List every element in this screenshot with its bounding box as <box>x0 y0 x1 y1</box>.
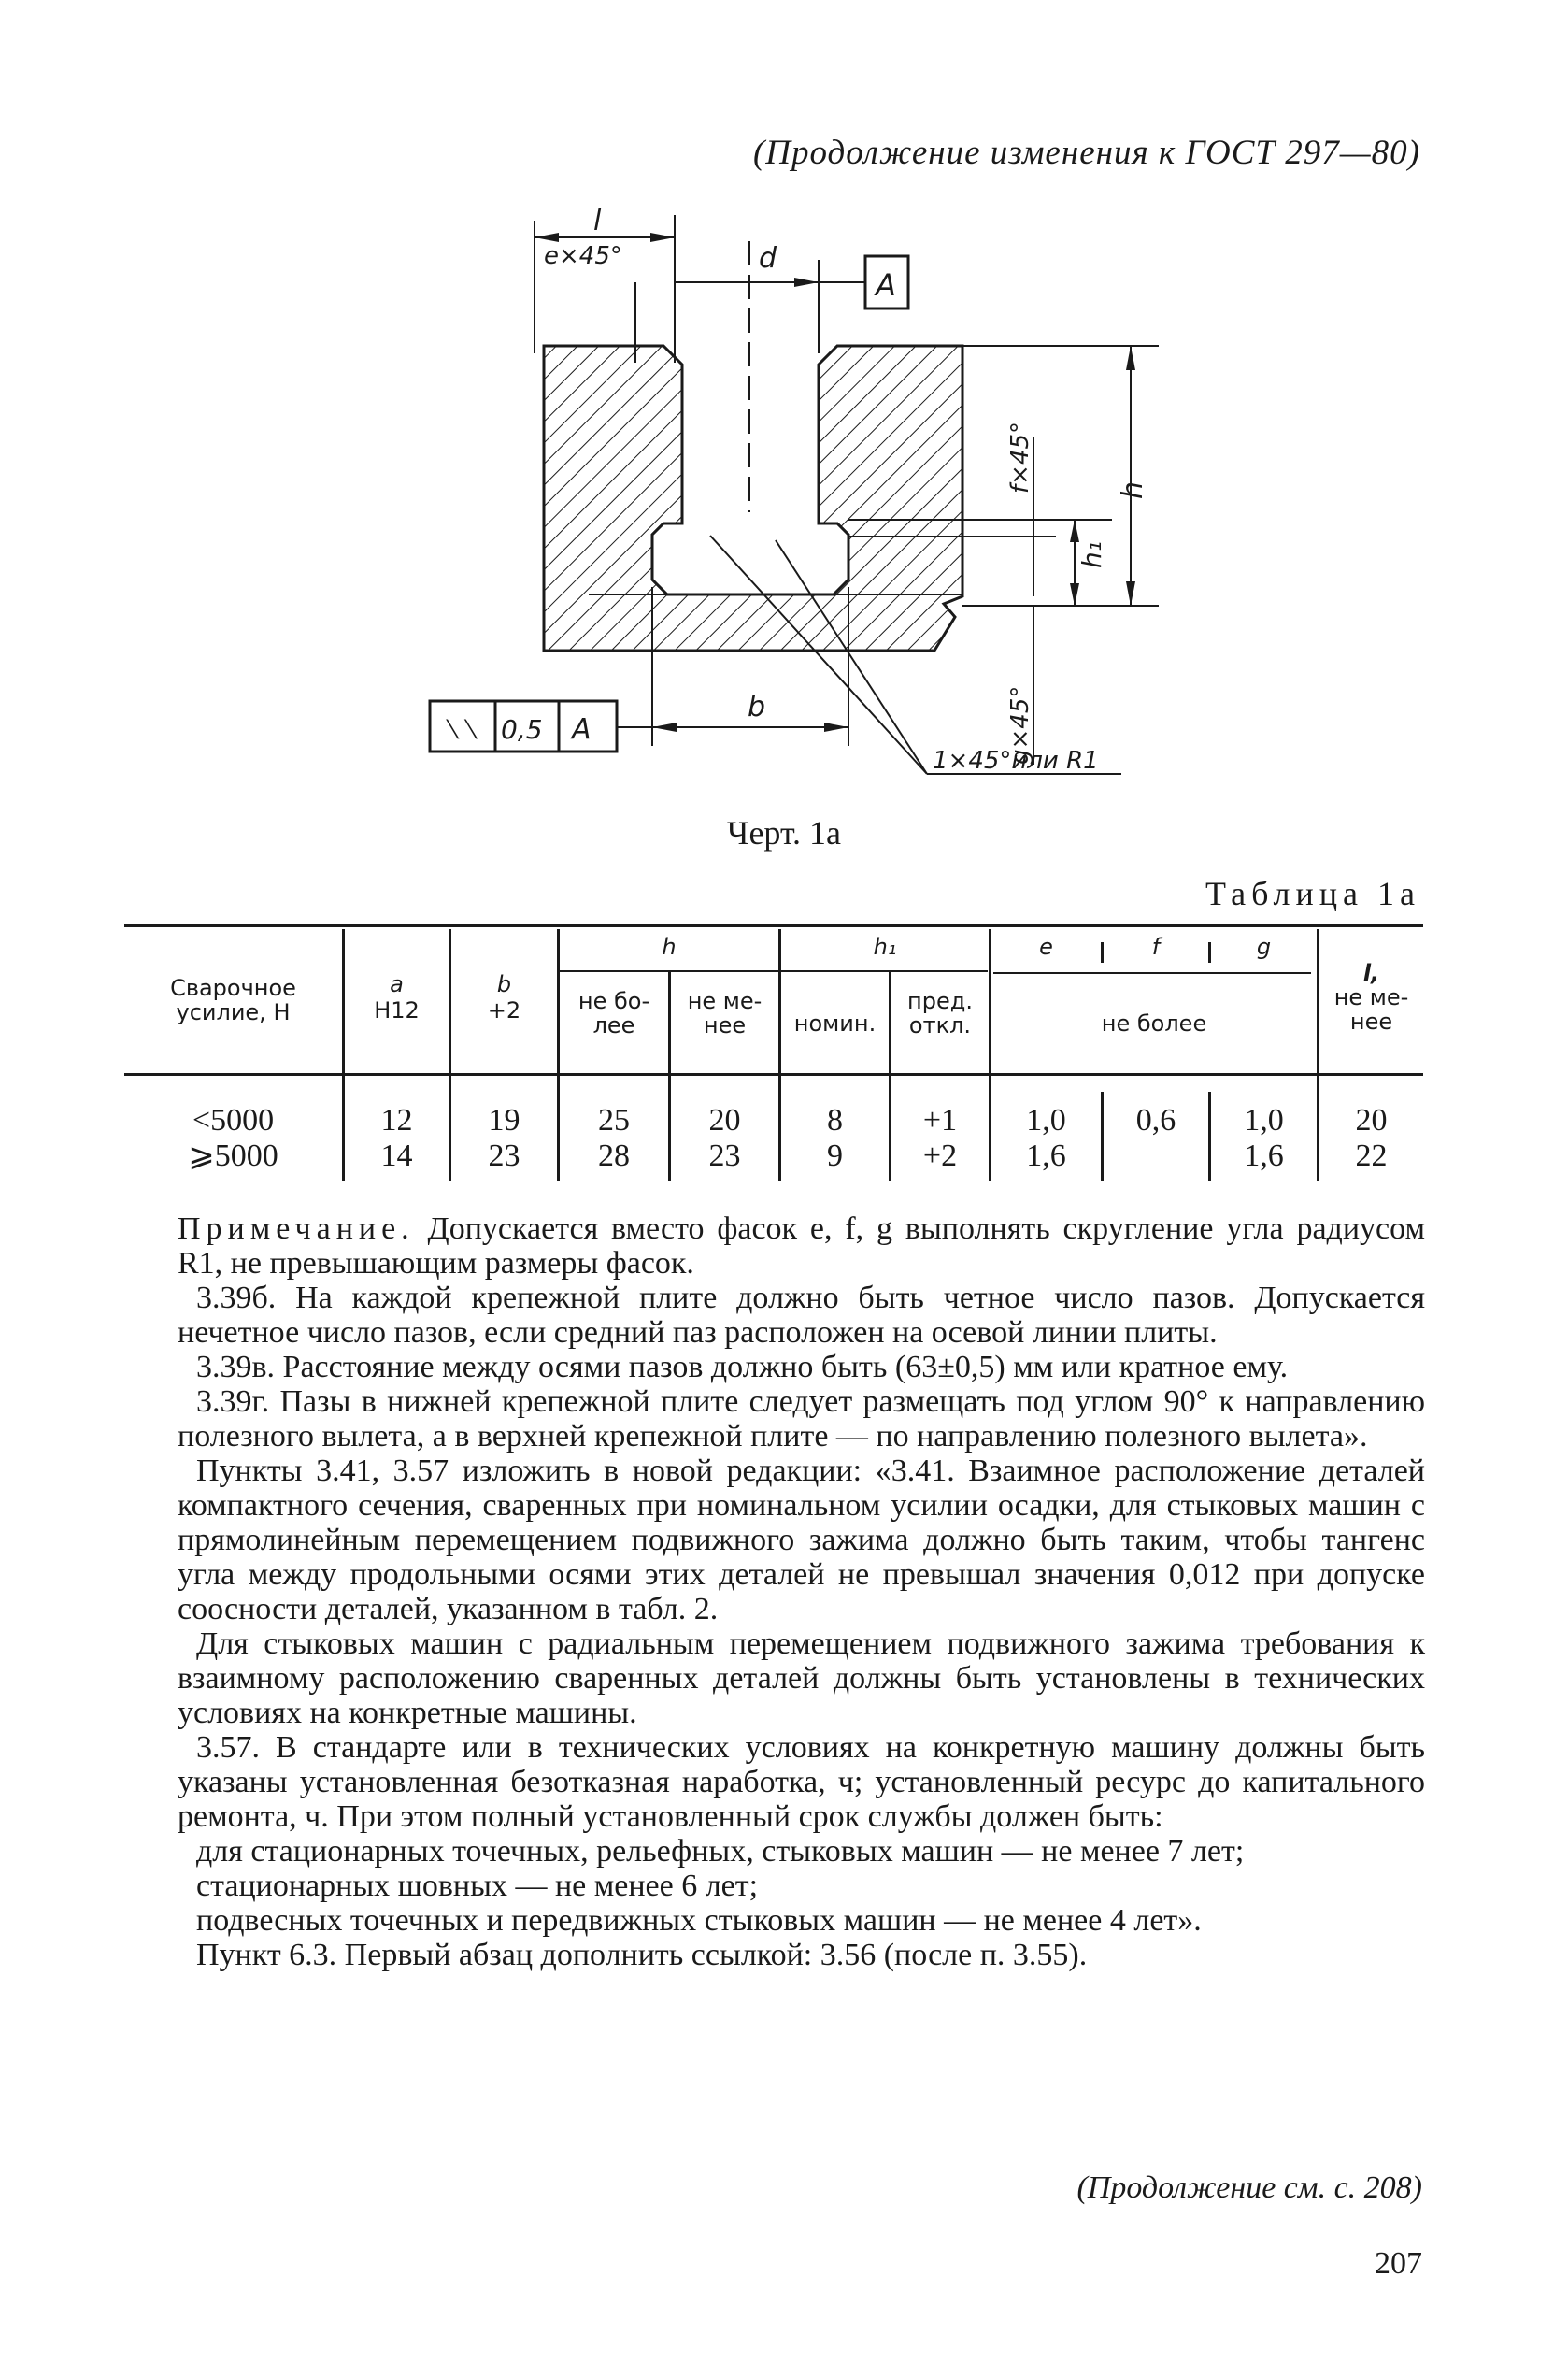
chamfer-f-label: f×45° <box>1006 421 1034 494</box>
row1-e: 1,0 <box>1026 1103 1066 1138</box>
row2-g: 1,6 <box>1244 1139 1284 1173</box>
slot-drawing <box>402 204 1168 821</box>
header-h-max: не бо-лее <box>577 988 650 1039</box>
radius-label: 1×45°или R1 <box>933 747 1099 775</box>
header-e: e <box>1039 934 1053 960</box>
dimension-h-label: h <box>1117 480 1149 499</box>
page-number: 207 <box>1375 2246 1422 2281</box>
list-item: для стационарных точечных, рельефных, стыковых машин — не менее 7 лет; <box>196 1834 1245 1869</box>
dimension-b-label: b <box>748 691 766 723</box>
dimension-d-label: d <box>759 242 777 275</box>
figure-caption: Черт. 1а <box>727 814 841 852</box>
row1-b: 19 <box>488 1103 520 1138</box>
row2-b: 23 <box>488 1139 520 1173</box>
chamfer-g-label: g×45° <box>1006 685 1034 765</box>
row1-g: 1,0 <box>1244 1103 1284 1138</box>
header-l-sub: не ме-нее <box>1333 984 1409 1036</box>
header-b-tol: +2 <box>487 997 521 1024</box>
paragraph-3-39b: 3.39б. На каждой крепежной плите должно быть четное число пазов. Допускается нечетное число пазов, если средний паз расположен на осевой линии плиты. <box>178 1281 1425 1350</box>
paragraph-points-3-41: Пункты 3.41, 3.57 изложить в новой редакции: «3.41. Взаимное расположение деталей компактного сечения, сваренных при номинальном усилии осадки, для стыковых машин с прямолинейным перемещением подвижного зажима должно быть таким, чтобы тангенс угла между продольными осями этих деталей не превышал значения 0,012 при допуске соосности деталей, указанном в табл. 2. <box>178 1454 1425 1626</box>
note-paragraph <box>178 1211 1425 1281</box>
dimension-h1-label: h₁ <box>1076 541 1107 568</box>
list-item: подвесных точечных и передвижных стыковых машин — не менее 4 лет». <box>196 1903 1202 1938</box>
header-b: b <box>496 971 512 997</box>
header-a: a <box>390 971 404 997</box>
header-h1: h₁ <box>873 934 897 960</box>
row1-h-max: 25 <box>598 1103 630 1138</box>
note-text: Допускается вместо фасок e, f, g выполнять скругление угла радиусом R1, не превышающим размеры фасок. <box>178 1211 1425 1281</box>
paragraph-6-3: Пункт 6.3. Первый абзац дополнить ссылкой: 3.56 (после п. 3.55). <box>196 1938 1088 1972</box>
row2-h1-nom: 9 <box>827 1139 843 1173</box>
header-h1-nom: номин. <box>793 1010 877 1037</box>
chamfer-e-label: e×45° <box>544 242 622 270</box>
row2-l: 22 <box>1355 1139 1388 1173</box>
header-efg-sub: не более <box>1101 1010 1207 1037</box>
table-title: Таблица 1а <box>1205 875 1420 912</box>
paragraph-3-39g: 3.39г. Пазы в нижней крепежной плите следует размещать под углом 90° к направлению полезного вылета, а в верхней крепежной плите — по направлению полезного вылета». <box>178 1384 1425 1454</box>
header-h-min: не ме-нее <box>687 988 763 1039</box>
row1-f: 0,6 <box>1135 1103 1176 1138</box>
header-g: g <box>1256 934 1272 960</box>
row1-l: 20 <box>1355 1103 1388 1138</box>
row2-h1-dev: +2 <box>922 1139 958 1173</box>
row1-a: 12 <box>380 1103 413 1138</box>
row2-e: 1,6 <box>1026 1139 1066 1173</box>
header-f: f <box>1151 934 1161 960</box>
page-header: (Продолжение изменения к ГОСТ 297—80) <box>752 134 1420 172</box>
tolerance-value: 0,5 <box>501 714 543 745</box>
body-text <box>178 1211 1425 1972</box>
row1-h1-nom: 8 <box>827 1103 843 1138</box>
row2-h-min: 23 <box>708 1139 741 1173</box>
paragraph-radial-machines: Для стыковых машин с радиальным перемещением подвижного зажима требования к взаимному расположению сваренных деталей должны быть установлены в технических условиях на конкретные машины. <box>178 1626 1425 1730</box>
row1-h-min: 20 <box>708 1103 741 1138</box>
row2-force: ⩾5000 <box>188 1139 278 1173</box>
row1-force: <5000 <box>192 1103 275 1138</box>
parameters-table <box>124 924 1423 1185</box>
continued-note: (Продолжение см. с. 208) <box>1076 2170 1422 2205</box>
dimension-l-label: l <box>593 205 602 237</box>
row2-a: 14 <box>380 1139 413 1173</box>
header-l: l, <box>1362 960 1380 986</box>
row1-h1-dev: +1 <box>922 1103 958 1138</box>
header-force: Сварочное усилие, Н <box>170 975 296 1026</box>
note-label: Примечание. <box>178 1211 415 1246</box>
paragraph-3-39v: 3.39в. Расстояние между осями пазов должно быть (63±0,5) мм или кратное ему. <box>196 1350 1289 1384</box>
parallelism-icon: ⟍⟍ <box>441 714 478 745</box>
paragraph-3-57: 3.57. В стандарте или в технических условиях на конкретную машину должны быть указаны установленная безотказная наработка, ч; установленный ресурс до капитального ремонта, ч. При этом полный установленный срок службы должен быть: <box>178 1730 1425 1834</box>
tolerance-datum: A <box>572 713 592 746</box>
header-h1-dev: пред. откл. <box>907 988 973 1039</box>
datum-a-label: A <box>876 267 896 303</box>
list-item: стационарных шовных — не менее 6 лет; <box>196 1869 759 1903</box>
header-h: h <box>662 934 677 960</box>
header-a-tol: H12 <box>374 997 420 1024</box>
row2-h-max: 28 <box>598 1139 630 1173</box>
